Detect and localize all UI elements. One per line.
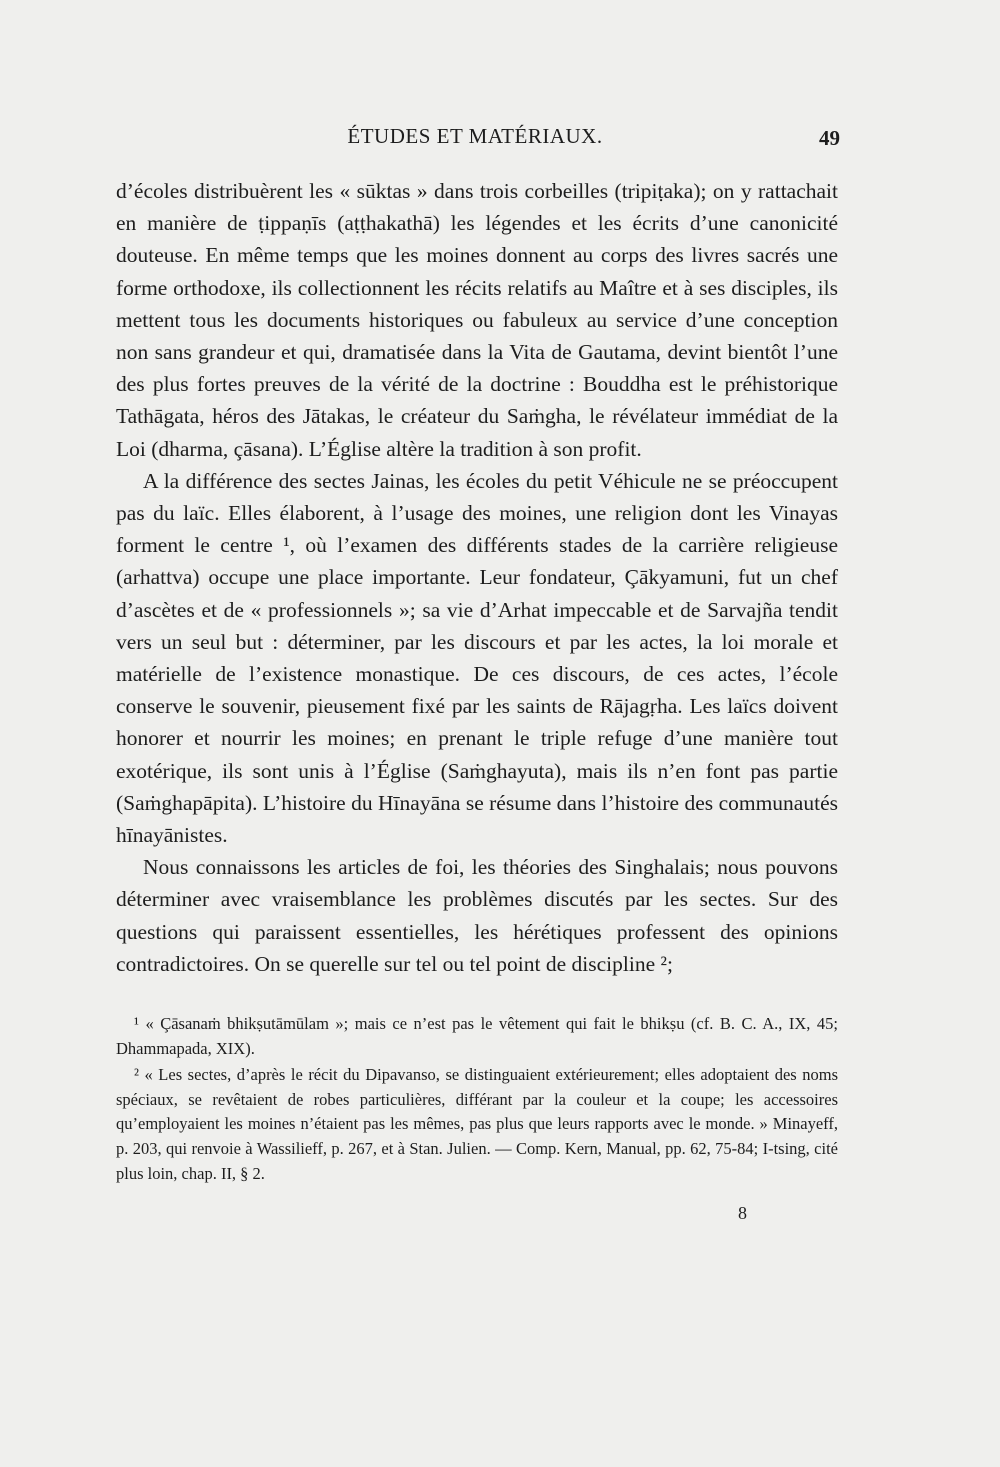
footnote: ² « Les sectes, d’après le récit du Dipavanso, se distinguaient extérieurement; elles adoptaient des noms spéciaux, se revêtaient de robes particulières, différant par la couleur et la coupe; les accessoires qu’employaient les moines n’étaient pas les mêmes, pas plus que leurs rapports avec le monde. » Minayeff, p. 203, qui renvoie à Wassilieff, p. 267, et à Stan. Julien. — Comp. Kern, Manual, pp. 62, 75-84; I-tsing, cité plus loin, chap. II, § 2. xyxy=(116,1065,838,1183)
body-text xyxy=(116,175,838,980)
footnote: ¹ « Çāsanaṁ bhikṣutāmūlam »; mais ce n’est pas le vêtement qui fait le bhikṣu (cf. B. C. A., IX, 45; Dhammapada, XIX). xyxy=(116,1014,838,1058)
paragraph: d’écoles distribuèrent les « sūktas » dans trois corbeilles (tripiṭaka); on y rattachait en manière de ṭippaṇīs (aṭṭhakathā) les légendes et les écrits d’une canonicité douteuse. En même temps que les moines donnent au corps des livres sacrés une forme orthodoxe, ils collectionnent les récits relatifs au Maître et à ses disciples, ils mettent tous les documents historiques ou fabuleux au service d’une conception non sans grandeur et qui, dramatisée dans la Vita de Gautama, devint bientôt l’une des plus fortes preuves de la vérité de la doctrine : Bouddha est le préhistorique Tathāgata, héros des Jātakas, le créateur du Saṁgha, le révélateur immédiat de la Loi (dharma, çāsana). L’Église altère la tradition à son profit. xyxy=(116,179,838,461)
paragraph: Nous connaissons les articles de foi, les théories des Singhalais; nous pouvons déterminer avec vraisemblance les problèmes discutés par les sectes. Sur des questions qui paraissent essentielles, les hérétiques professent des opinions contradictoires. On se querelle sur tel ou tel point de discipline ²; xyxy=(116,855,838,976)
page-number: 49 xyxy=(819,126,840,150)
paragraph: A la différence des sectes Jainas, les écoles du petit Véhicule ne se préoccupent pas du laïc. Elles élaborent, à l’usage des moines, une religion dont les Vinayas forment le centre ¹, où l’examen des différents stades de la carrière religieuse (arhattva) occupe une place importante. Leur fondateur, Çākyamuni, fut un chef d’ascètes et de « professionnels »; sa vie d’Arhat impeccable et de Sarvajña tendit vers un seul but : déterminer, par les discours et par les actes, la loi morale et matérielle de l’existence monastique. De ces discours, de ces actes, l’école conserve le souvenir, pieusement fixé par les saints de Rājagṛha. Les laïcs doivent honorer et nourrir les moines; en prenant le triple refuge d’une manière tout exotérique, ils sont unis à l’Église (Saṁghayuta), mais ils n’en font pas partie (Saṁghapāpita). L’histoire du Hīnayāna se résume dans l’histoire des communautés hīnayānistes. xyxy=(116,468,838,848)
signature-mark: 8 xyxy=(738,1203,747,1223)
footnotes xyxy=(116,1012,838,1186)
page-header xyxy=(110,124,840,154)
running-title: ÉTUDES ET MATÉRIAUX. xyxy=(347,124,603,148)
